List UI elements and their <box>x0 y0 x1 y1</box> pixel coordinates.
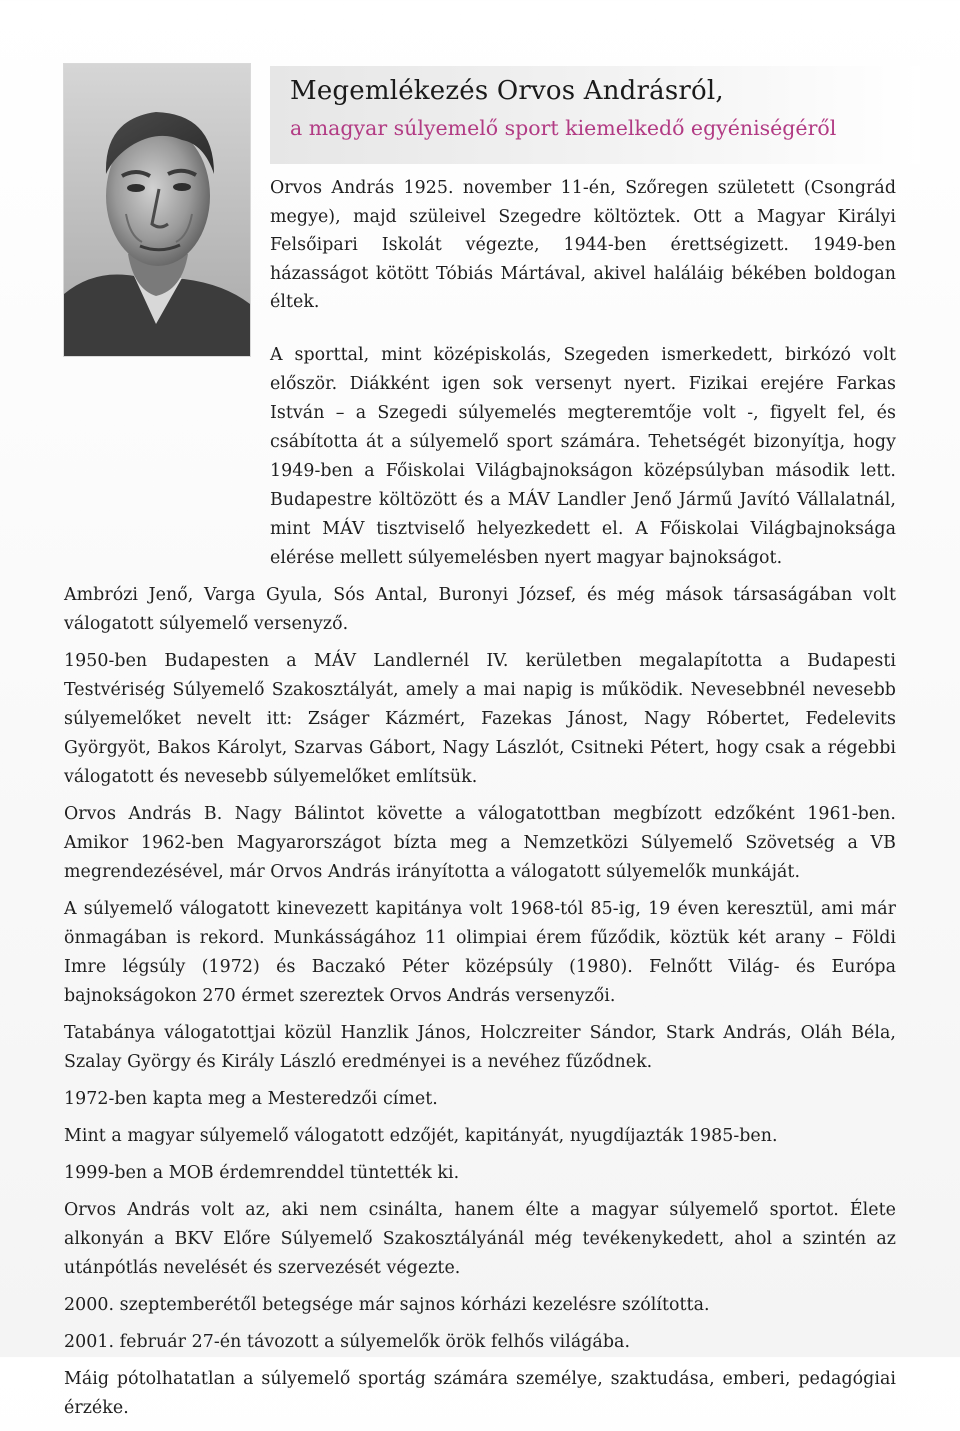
paragraph-legacy: Máig pótolhatatlan a súlyemelő sportág számára személye, szaktudása, emberi, pedagógiai érzéke. <box>64 1369 896 1418</box>
paragraph-death: 2001. február 27-én távozott a súlyemelők örök felhős világába. <box>64 1332 631 1352</box>
portrait-image <box>64 64 250 356</box>
paragraph-coach: Orvos András B. Nagy Bálintot követte a válogatottban megbízott edzőként 1961-ben. Amikor 1962-ben Magyarországot bízta meg a Nemzetközi Súlyemelő Szövetség a VB megrendezésével, már Orvos András irányította a válogatott súlyemelők munkáját. <box>64 804 896 882</box>
body-text <box>64 341 896 1431</box>
title-banner <box>270 66 920 164</box>
paragraph-mob-award: 1999-ben a MOB érdemrenddel tüntették ki. <box>64 1163 460 1183</box>
paragraph-sport-start: A sporttal, mint középiskolás, Szegeden ismerkedett, birkózó volt először. Diákként igen sok versenyt nyert. Fizikai erejére Farkas István – a Szegedi súlyemelés megteremtője volt -, figyelt fel, és csábította át a súlyemelő sport számára. Tehetségét bizonyítja, hogy 1949-ben a Főiskolai Világbajnokságon középsúlyban második lett. Budapestre költözött és a MÁV Landler Jenő Jármű Javító Vállalatnál, mint MÁV tisztviselő helyezkedett el. A Főiskolai Világbajnoksága elérése mellett súlyemelésben nyert magyar bajnokságot. <box>270 345 896 568</box>
page-subtitle: a magyar súlyemelő sport kiemelkedő egyéniségéről <box>290 116 837 140</box>
page-title: Megemlékezés Orvos Andrásról, <box>290 76 724 106</box>
paragraph-illness: 2000. szeptemberétől betegsége már sajnos kórházi kezelésre szólította. <box>64 1295 710 1315</box>
paragraph-tatabanya: Tatabánya válogatottjai közül Hanzlik János, Holczreiter Sándor, Stark András, Oláh Béla, Szalay György és Király László eredményei is a nevéhez fűződnek. <box>64 1023 896 1072</box>
intro-column <box>270 174 896 317</box>
paragraph-teammates: Ambrózi Jenő, Varga Gyula, Sós Antal, Buronyi József, és még mások társaságában volt válogatott súlyemelő versenyző. <box>64 585 896 634</box>
paragraph-bkv: Orvos András volt az, aki nem csinálta, hanem élte a magyar súlyemelő sportot. Élete alkonyán a BKV Előre Súlyemelő Szakosztályánál még tevékenykedett, ahol a szintén az utánpótlás nevelését és szervezését végezte. <box>64 1200 896 1278</box>
paragraph-retirement: Mint a magyar súlyemelő válogatott edzőjét, kapitányát, nyugdíjazták 1985-ben. <box>64 1126 778 1146</box>
paragraph-master-coach: 1972-ben kapta meg a Mesteredzői címet. <box>64 1089 438 1109</box>
portrait-photo <box>64 64 250 356</box>
paragraph-club-founding: 1950-ben Budapesten a MÁV Landlernél IV. kerületben megalapította a Budapesti Testvériség Súlyemelő Szakosztályát, amely a mai napig is működik. Nevesebbnél nevesebb súlyemelőket nevelt itt: Zságer Kázmért, Fazekas Jánost, Nagy Róbertet, Fedelevits Györgyöt, Bakos Károlyt, Szarvas Gábort, Nagy Lászlót, Csitneki Pétert, hogy csak a régebbi válogatott és nevesebb súlyemelőket említsük. <box>64 651 896 787</box>
paragraph-birth: Orvos András 1925. november 11-én, Szőregen született (Csongrád megye), majd szüleivel Szegedre költöztek. Ott a Magyar Királyi Felsőipari Iskolát végezte, 1944-ben érettségizett. 1949-ben házasságot kötött Tóbiás Mártával, akivel haláláig békében boldogan éltek. <box>270 178 896 312</box>
paragraph-captain: A súlyemelő válogatott kinevezett kapitánya volt 1968-tól 85-ig, 19 éven keresztül, ami már önmagában is rekord. Munkásságához 11 olimpiai érem fűződik, köztük két arany – Földi Imre légsúly (1972) és Baczakó Péter középsúly (1980). Felnőtt Világ- és Európa bajnokságokon 270 érmet szereztek Orvos András versenyzői. <box>64 899 896 1006</box>
